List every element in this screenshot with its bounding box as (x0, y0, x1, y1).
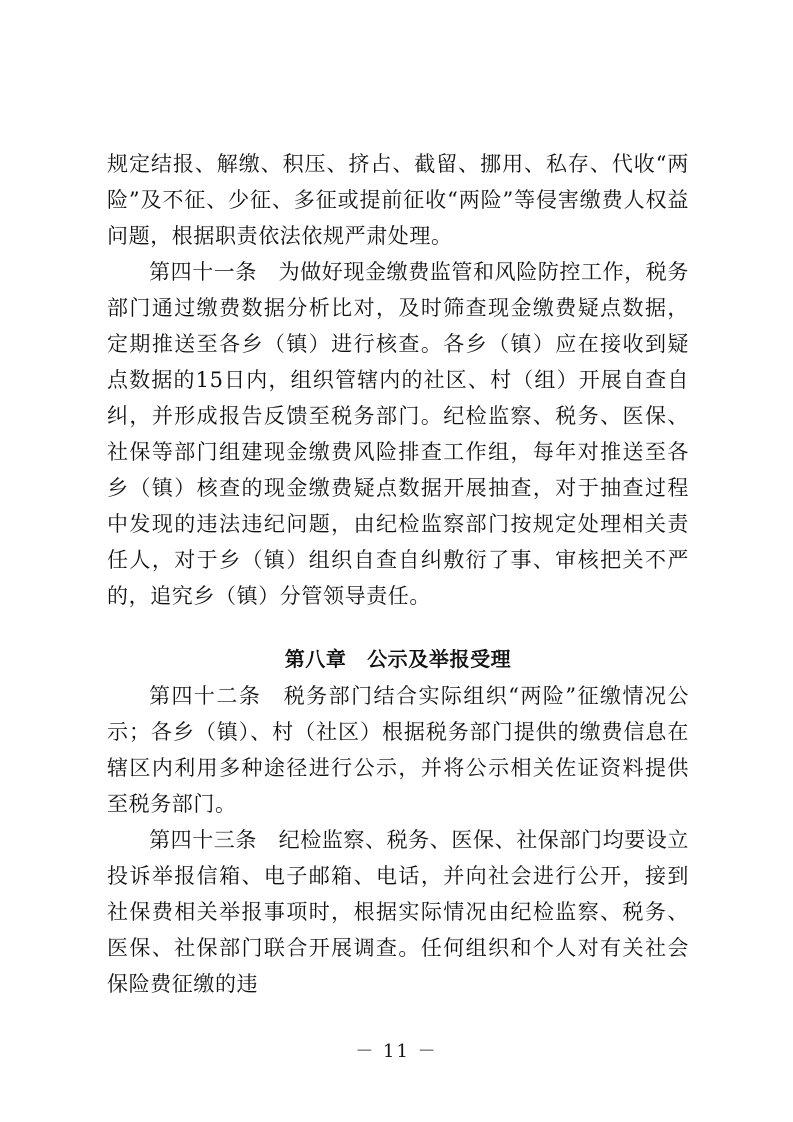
article-41-paragraph: 第四十一条 为做好现金缴费监管和风险防控工作，税务部门通过缴费数据分析比对，及时筛查现金缴费疑点数据，定期推送至各乡（镇）进行核查。各乡（镇）应在接收到疑点数据的15日内，组织管辖内的社区、村（组）开展自查自纠，并形成报告反馈至税务部门。纪检监察、税务、医保、社保等部门组建现金缴费风险排查工作组，每年对推送至各乡（镇）核查的现金缴费疑点数据开展抽查，对于抽查过程中发现的违法违纪问题，由纪检监察部门按规定处理相关责任人，对于乡（镇）组织自查自纠敷衍了事、审核把关不严的，追究乡（镇）分管领导责任。 (107, 260, 689, 608)
page-number: － 11 － (355, 1041, 438, 1062)
article-43-paragraph: 第四十三条 纪检监察、税务、医保、社保部门均要设立投诉举报信箱、电子邮箱、电话，并向社会进行公开，接到社保费相关举报事项时，根据实际情况由纪检监察、税务、医保、社保部门联合开展调查。任何组织和个人对有关社会保险费征缴的违 (107, 828, 689, 996)
body-paragraph-continued: 规定结报、解缴、积压、挤占、截留、挪用、私存、代收“两险”及不征、少征、多征或提前征收“两险”等侵害缴费人权益问题，根据职责依法依规严肃处理。 (107, 152, 689, 248)
article-42-paragraph: 第四十二条 税务部门结合实际组织“两险”征缴情况公示；各乡（镇）、村（社区）根据税务部门提供的缴费信息在辖区内利用多种途径进行公示，并将公示相关佐证资料提供至税务部门。 (107, 684, 689, 816)
chapter-heading: 第八章 公示及举报受理 (284, 647, 512, 671)
